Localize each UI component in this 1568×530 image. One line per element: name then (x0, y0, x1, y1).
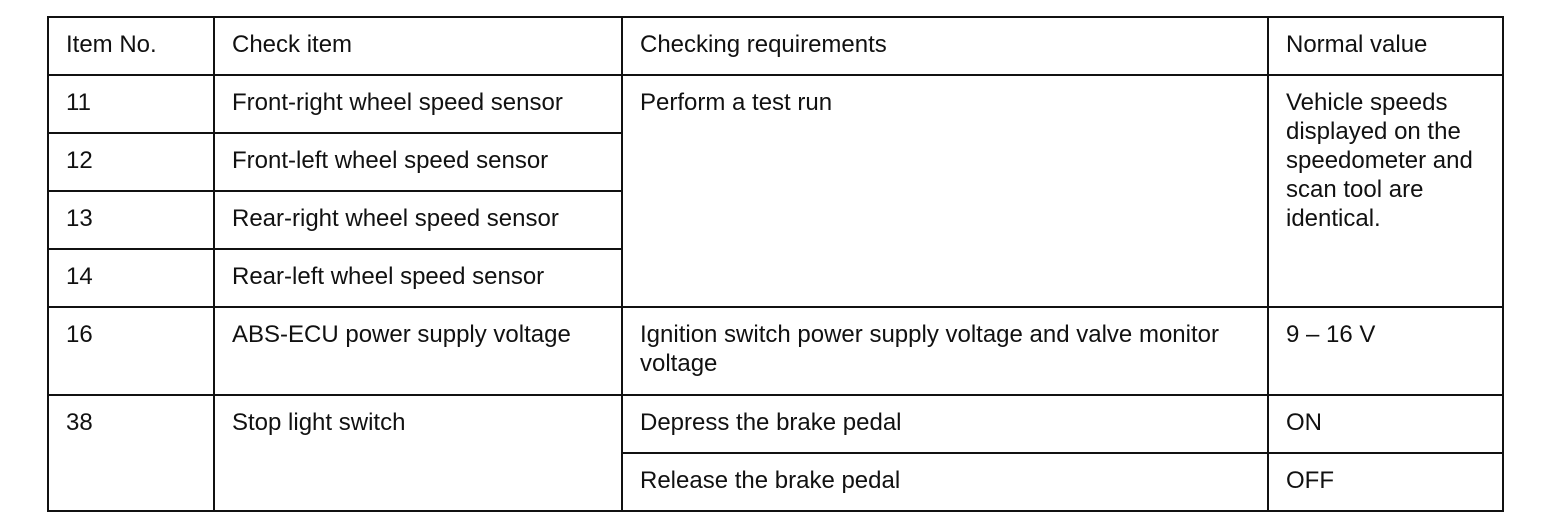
check-item-cell: Rear-right wheel speed sensor (214, 191, 622, 249)
check-item-cell: Rear-left wheel speed sensor (214, 249, 622, 307)
normal-value-cell: 9 – 16 V (1268, 307, 1503, 395)
requirement-cell: Perform a test run (622, 75, 1268, 307)
item-no-cell: 14 (48, 249, 214, 307)
table-row (48, 75, 1503, 133)
check-item-cell: Front-left wheel speed sensor (214, 133, 622, 191)
item-no-cell: 38 (48, 395, 214, 511)
table-row (48, 395, 1503, 453)
normal-value-cell: ON (1268, 395, 1503, 453)
normal-value-cell: OFF (1268, 453, 1503, 511)
requirement-cell: Release the brake pedal (622, 453, 1268, 511)
header-row (48, 17, 1503, 75)
header-checking-requirements: Checking requirements (622, 17, 1268, 75)
inspection-table (47, 16, 1504, 512)
check-item-cell: Front-right wheel speed sensor (214, 75, 622, 133)
item-no-cell: 12 (48, 133, 214, 191)
item-no-cell: 11 (48, 75, 214, 133)
requirement-cell: Depress the brake pedal (622, 395, 1268, 453)
header-check-item: Check item (214, 17, 622, 75)
item-no-cell: 13 (48, 191, 214, 249)
normal-value-cell: Vehicle speeds displayed on the speedometer and scan tool are identical. (1268, 75, 1503, 307)
item-no-cell: 16 (48, 307, 214, 395)
table-row (48, 307, 1503, 395)
header-item-no: Item No. (48, 17, 214, 75)
header-normal-value: Normal value (1268, 17, 1503, 75)
check-item-cell: Stop light switch (214, 395, 622, 511)
check-item-cell: ABS-ECU power supply voltage (214, 307, 622, 395)
requirement-cell: Ignition switch power supply voltage and valve monitor voltage (622, 307, 1268, 395)
